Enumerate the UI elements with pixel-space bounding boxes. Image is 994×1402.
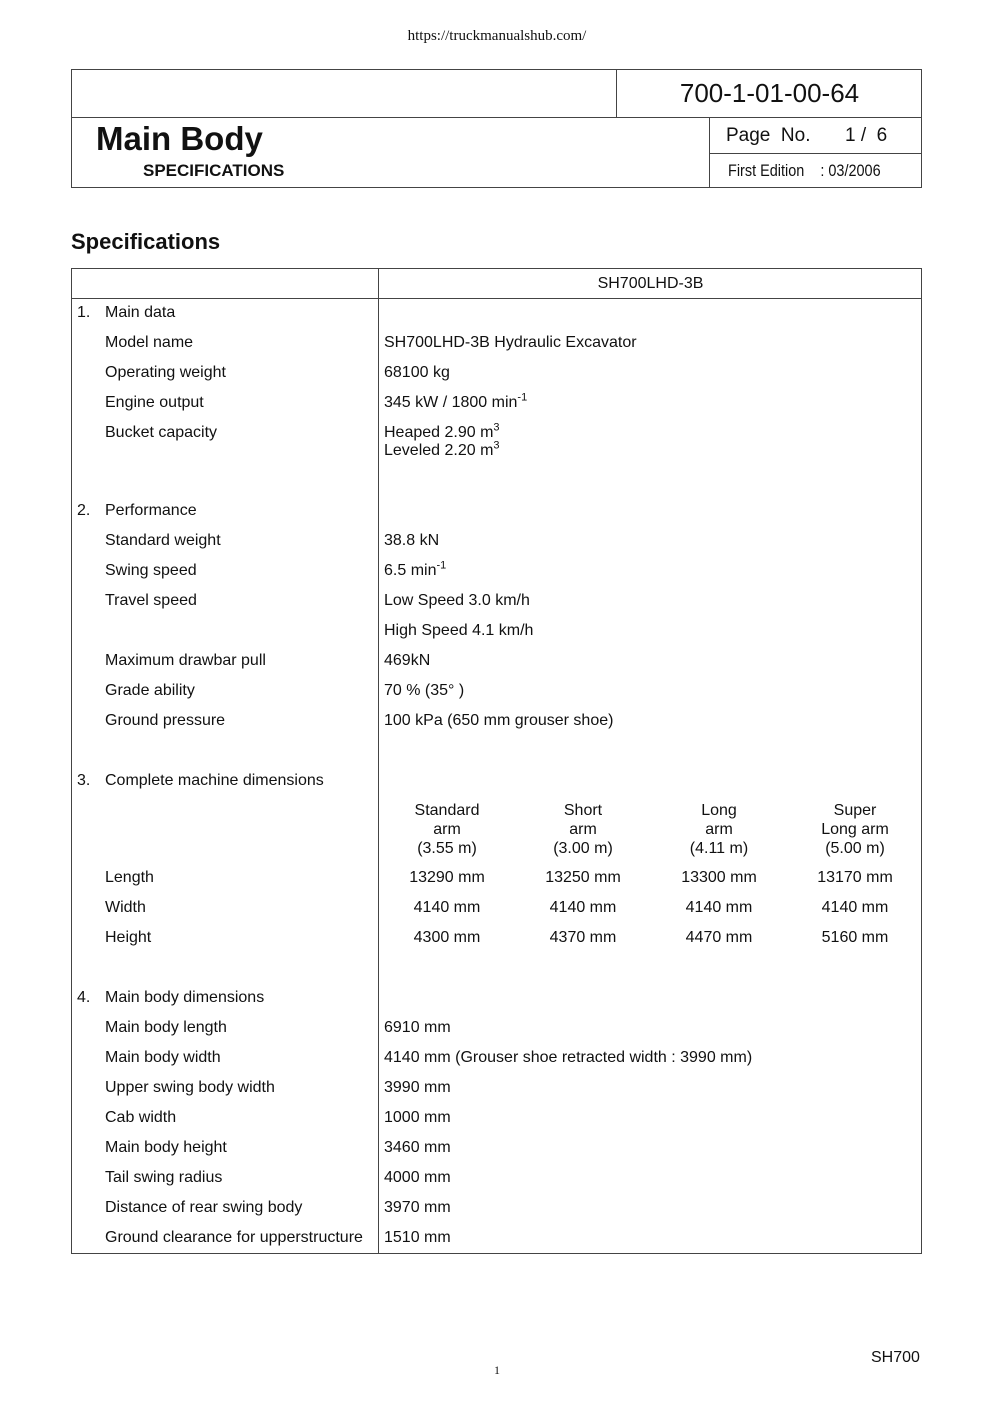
spec-label: Main body height: [105, 1139, 227, 1156]
spec-label: Standard weight: [105, 532, 221, 549]
spec-value: 70 % (35° ): [384, 682, 465, 699]
spec-value: 3460 mm: [384, 1139, 451, 1156]
spec-value: 4000 mm: [384, 1169, 451, 1186]
dimension-value: 4300 mm: [413, 929, 481, 946]
spec-value: 4140 mm (Grouser shoe retracted width : 3990 mm): [384, 1049, 753, 1066]
spec-value: 345 kW / 1800 $\min^{-1}$: [384, 391, 528, 411]
page-number-label: Page No.: [726, 125, 811, 146]
section-title: Main body dimensions: [105, 989, 265, 1006]
dimension-value: 4370 mm: [549, 929, 617, 946]
spec-value: 1000 mm: [384, 1109, 451, 1126]
arm-column-header: Standard arm (3.55 m): [414, 802, 480, 857]
spec-label: Upper swing body width: [105, 1079, 275, 1096]
spec-value: 38.8 kN: [384, 532, 440, 549]
spec-label: Distance of rear swing body: [105, 1199, 303, 1216]
arm-column-header: Super Long arm (5.00 m): [821, 802, 889, 857]
spec-label: Height: [105, 929, 152, 946]
spec-value: 3970 mm: [384, 1199, 451, 1216]
spec-value: Heaped 2.90 $m^3$: [384, 421, 500, 441]
spec-value: 469kN: [384, 652, 431, 669]
dimension-value: 4140 mm: [549, 899, 617, 916]
spec-value: Low Speed 3.0 km/h: [384, 592, 530, 609]
spec-value: High Speed 4.1 km/h: [384, 622, 534, 639]
spec-label: Swing speed: [105, 562, 197, 579]
dimension-value: 4470 mm: [685, 929, 753, 946]
spec-value: Leveled 2.20 $m^3$: [384, 439, 500, 459]
dimension-value: 4140 mm: [685, 899, 753, 916]
arm-column-header: Long arm (4.11 m): [689, 802, 749, 857]
section-number: 3.: [77, 772, 91, 789]
footer-model: SH700: [871, 1349, 920, 1366]
footer-page-number: 1: [494, 1363, 500, 1377]
dimension-value: 4140 mm: [413, 899, 481, 916]
source-url[interactable]: https://truckmanualshub.com/: [407, 28, 587, 44]
section-title: Performance: [105, 502, 197, 519]
spec-value: 6910 mm: [384, 1019, 451, 1036]
dimension-value: 13300 mm: [681, 869, 757, 886]
section-heading: Specifications: [71, 229, 221, 254]
spec-label: Main body width: [105, 1049, 221, 1066]
document-header: [71, 69, 922, 188]
spec-label: Model name: [105, 334, 194, 351]
spec-label: Ground pressure: [105, 712, 226, 729]
spec-label: Ground clearance for upperstructure: [105, 1229, 363, 1246]
spec-value: 3990 mm: [384, 1079, 451, 1096]
spec-value: 100 kPa (650 mm grouser shoe): [384, 712, 614, 729]
page-title: Main Body: [96, 120, 263, 157]
spec-label: Engine output: [105, 394, 204, 411]
dimension-value: 13250 mm: [545, 869, 621, 886]
section-number: 1.: [77, 304, 91, 321]
edition-info: First Edition : 03/2006: [728, 161, 881, 180]
arm-column-header: Short arm (3.00 m): [553, 802, 613, 857]
spec-label: Bucket capacity: [105, 424, 218, 441]
spec-value: 6.5 $\min^{-1}$: [384, 559, 447, 579]
spec-label: Grade ability: [105, 682, 195, 699]
dimension-value: 5160 mm: [821, 929, 889, 946]
spec-label: Travel speed: [105, 592, 197, 609]
spec-label: Width: [105, 899, 146, 916]
dimension-value: 13290 mm: [409, 869, 485, 886]
spec-label: Main body length: [105, 1019, 227, 1036]
specifications-table: [71, 268, 922, 1254]
section-title: Main data: [105, 304, 176, 321]
dimension-value: 4140 mm: [821, 899, 889, 916]
section-number: 4.: [77, 989, 91, 1006]
spec-value: 1510 mm: [384, 1229, 451, 1246]
spec-label: Operating weight: [105, 364, 226, 381]
model-header: SH700LHD-3B: [597, 275, 704, 292]
spec-label: Tail swing radius: [105, 1169, 223, 1186]
section-title: Complete machine dimensions: [105, 772, 324, 789]
spec-label: Length: [105, 869, 154, 886]
spec-value: 68100 kg: [384, 364, 450, 381]
dimension-value: 13170 mm: [817, 869, 893, 886]
spec-label: Maximum drawbar pull: [105, 652, 266, 669]
page-subtitle: SPECIFICATIONS: [143, 161, 285, 180]
page-number-value: 1 / 6: [845, 125, 888, 146]
spec-value: SH700LHD-3B Hydraulic Excavator: [384, 334, 637, 351]
section-number: 2.: [77, 502, 91, 519]
document-number: 700-1-01-00-64: [679, 78, 860, 108]
spec-label: Cab width: [105, 1109, 177, 1126]
